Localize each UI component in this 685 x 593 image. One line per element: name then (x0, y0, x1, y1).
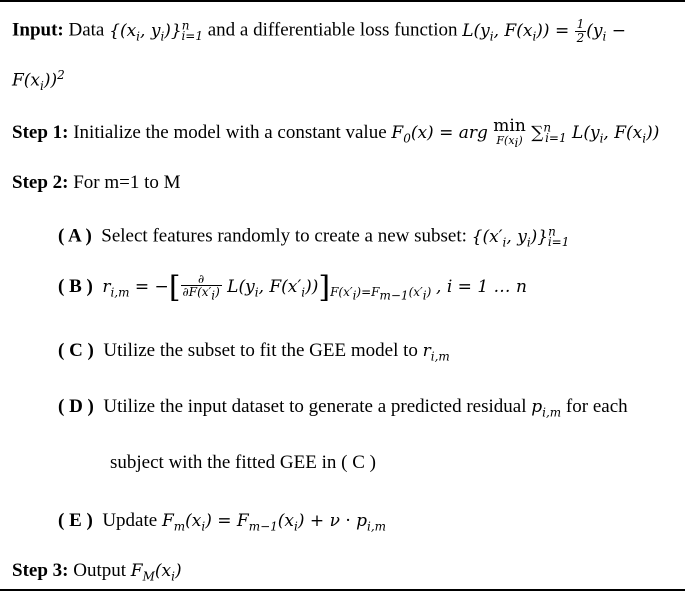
top-rule (0, 0, 685, 2)
output-math: $F_M(x_i)$ (130, 561, 182, 584)
step2-text: For m=1 to M (73, 172, 181, 193)
data-set-math: {($x_i$, $y_i)\}^n_{i=1}$ (109, 18, 203, 44)
step2-label: Step 2: (12, 172, 69, 193)
input-wrap-math: $F(x_i))^2$ (12, 68, 65, 94)
input-line (12, 18, 626, 44)
bottom-rule (0, 589, 685, 591)
step1-label: Step 1: (12, 122, 69, 144)
subset-math: {($x'_i$, $y_i)\}^n_{i=1}$ (471, 224, 570, 250)
update-math: $F_m(x_i) = F_{m-1}(x_i) + \nu \cdot p_{i,m}$ (161, 511, 387, 534)
substep-d-text-b: for each (565, 396, 628, 417)
substep-e-text: Update (102, 510, 158, 531)
substep-a-text: Select features randomly to create a new subset: (101, 225, 467, 247)
substep-b (58, 270, 527, 305)
substep-e-tag: ( E ) (58, 510, 93, 531)
step1-text: Initialize the model with a constant value (73, 122, 387, 144)
substep-c-text: Utilize the subset to fit the GEE model to (103, 340, 418, 361)
substep-c-tag: ( C ) (58, 340, 94, 361)
substep-d-tag: ( D ) (58, 396, 94, 417)
residual-index-range: , i = 1 … n (436, 277, 527, 297)
step1-line (12, 118, 659, 149)
step1-math: $F_0(x)$ = arg min $F(x_i)$ ∑$^n_{i=1}$ $L(y_i$, $F(x_i)$) (391, 116, 660, 151)
step3-line (12, 560, 182, 583)
input-label: Input: (12, 19, 64, 41)
substep-b-tag: ( B ) (58, 276, 93, 297)
input-text-b: and a differentiable loss function (207, 19, 458, 41)
loss-function-math: $L(y_i$, $F(x_i)$) = $\frac{1}{2}$ ($y_i$ − (462, 17, 627, 45)
residual-symbol-c: $r_{i,m}$ (422, 341, 450, 364)
input-text-a: Data (68, 19, 105, 41)
substep-c (58, 340, 450, 363)
step3-label: Step 3: (12, 560, 69, 581)
substep-e (58, 510, 386, 533)
step2-line (12, 172, 181, 194)
substep-a-tag: ( A ) (58, 225, 92, 247)
substep-d (58, 396, 628, 419)
step3-text: Output (73, 560, 127, 581)
substep-d-wrap: subject with the fitted GEE in ( C ) (110, 452, 376, 473)
predicted-residual-math: $p_{i,m}$ (531, 397, 562, 420)
substep-d-text-a: Utilize the input dataset to generate a predicted residual (103, 396, 527, 417)
residual-math: $r_{i,m}$ = −[ $\frac{\partial}{\partial F(x'_i)}$ $L(y_i$, $F(x'_i))]_{F(x'_i)=F_{m-1}(x'_i)}$ (102, 270, 432, 305)
substep-a (58, 224, 569, 249)
